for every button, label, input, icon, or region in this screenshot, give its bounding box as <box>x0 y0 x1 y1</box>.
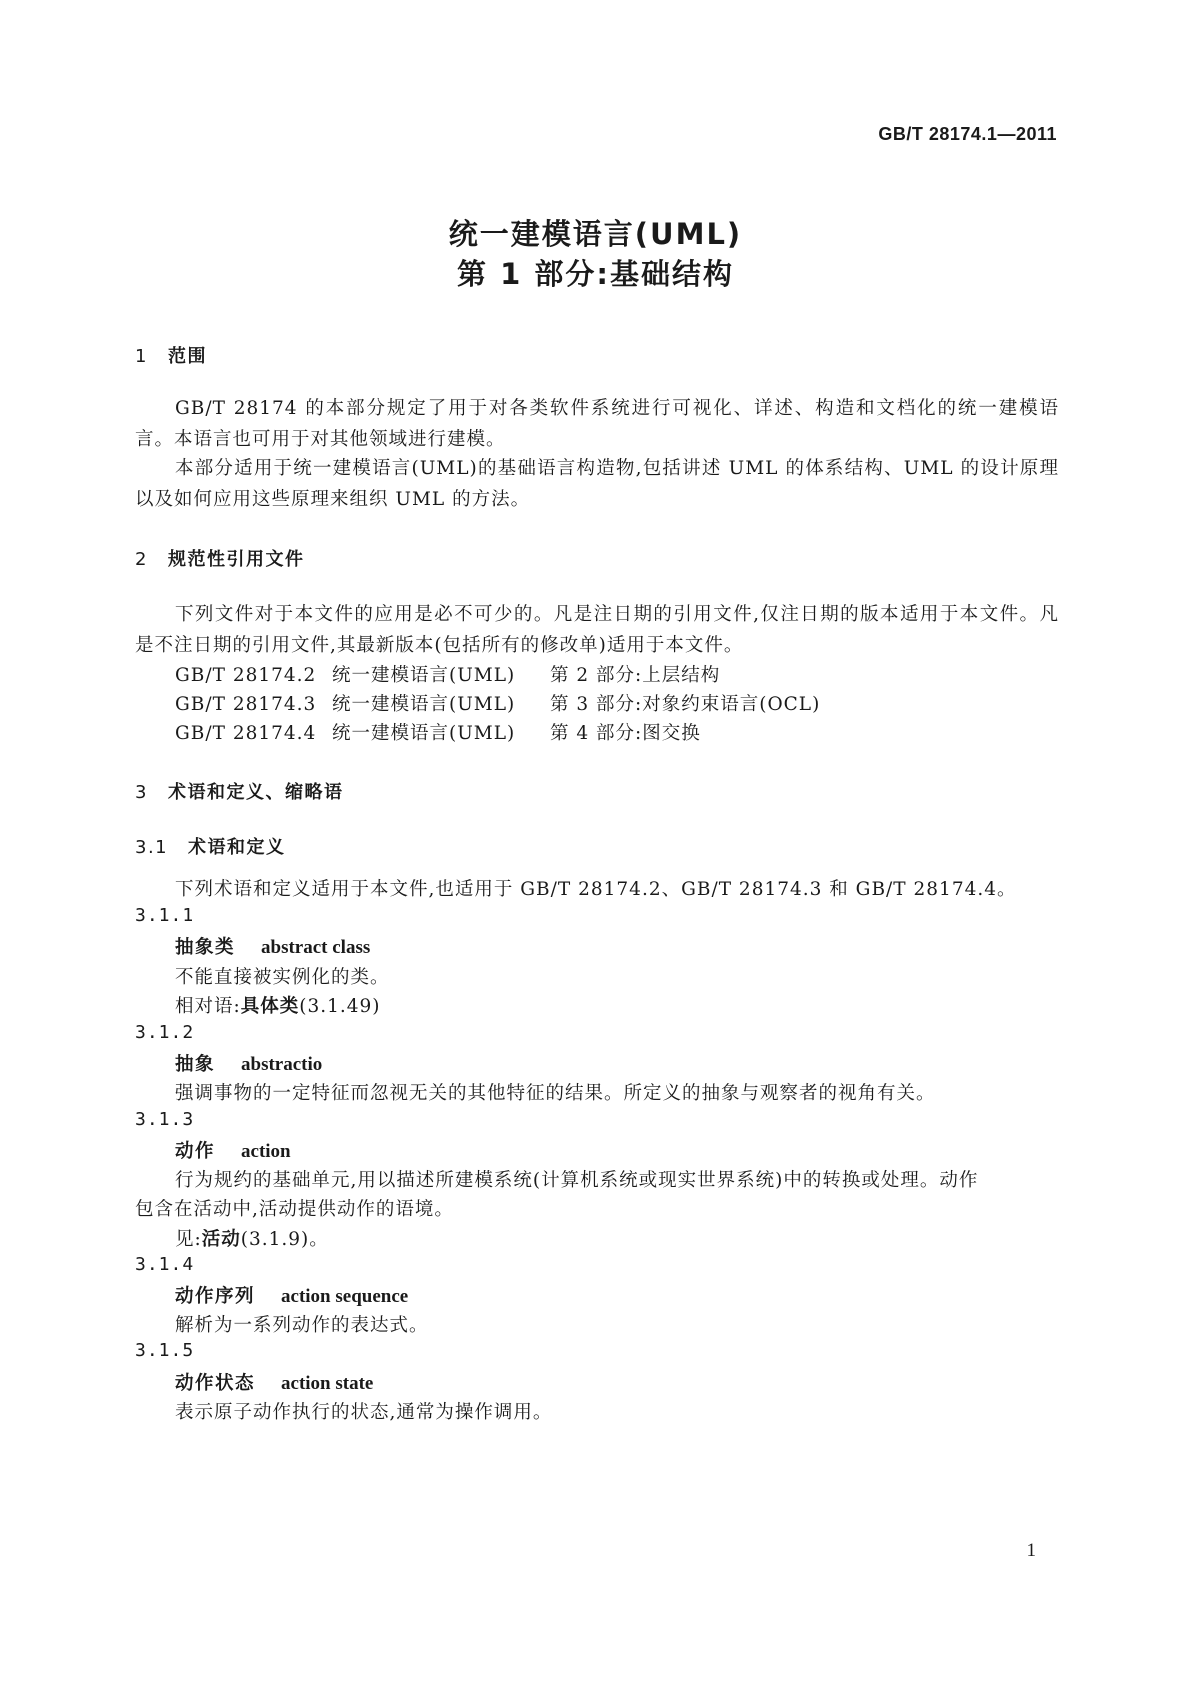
reference-code: GB/T 28174.3 <box>175 694 317 715</box>
page-number: 1 <box>1026 1540 1036 1561</box>
reference-title: 统一建模语言(UML) <box>332 694 516 715</box>
section-3-heading <box>135 778 344 804</box>
term-number: 3.1.5 <box>135 1340 195 1361</box>
term-definition: 解析为一系列动作的表达式。 <box>175 1315 429 1336</box>
term-en: abstract class <box>261 937 371 958</box>
section-number: 3 <box>135 782 148 803</box>
paragraph: 下列文件对于本文件的应用是必不可少的。凡是注日期的引用文件,仅注日期的版本适用于本文件。凡是不注日期的引用文件,其最新版本(包括所有的修改单)适用于本文件。 <box>135 604 1059 656</box>
reference-item <box>175 661 720 687</box>
note-ref: (3.1.9)。 <box>240 1229 329 1250</box>
section-title: 范围 <box>168 346 207 367</box>
section-number: 1 <box>135 346 148 367</box>
term-zh: 动作状态 <box>175 1373 256 1394</box>
term-entry <box>175 1282 408 1308</box>
term-en: action state <box>281 1373 374 1394</box>
standard-number: GB/T 28174.1—2011 <box>878 124 1057 144</box>
term-number: 3.1.1 <box>135 905 195 926</box>
term-entry <box>175 1050 322 1076</box>
term-en: action <box>241 1141 291 1162</box>
term-definition: 表示原子动作执行的状态,通常为操作调用。 <box>175 1402 553 1423</box>
term-definition: 强调事物的一定特征而忽视无关的其他特征的结果。所定义的抽象与观察者的视角有关。 <box>175 1083 936 1104</box>
document-title: 统一建模语言(UML) <box>448 217 743 251</box>
paragraph: GB/T 28174 的本部分规定了用于对各类软件系统进行可视化、详述、构造和文档化的统一建模语言。本语言也可用于对其他领域进行建模。 <box>135 398 1059 450</box>
term-en: action sequence <box>281 1286 409 1307</box>
term-entry <box>175 933 370 959</box>
term-definition: 行为规约的基础单元,用以描述所建模系统(计算机系统或现实世界系统)中的转换或处理。动作 <box>175 1170 979 1191</box>
section-title: 术语和定义、缩略语 <box>168 782 344 803</box>
term-entry <box>175 1137 291 1163</box>
term-number: 3.1.3 <box>135 1109 195 1130</box>
term-definition-continued: 包含在活动中,活动提供动作的语境。 <box>135 1199 454 1220</box>
reference-code: GB/T 28174.2 <box>175 665 317 686</box>
subsection-title: 术语和定义 <box>188 837 286 858</box>
terms-intro: 下列术语和定义适用于本文件,也适用于 GB/T 28174.2、GB/T 28174.3 和 GB/T 28174.4。 <box>175 879 1017 900</box>
term-note <box>175 1225 329 1251</box>
paragraph: 本部分适用于统一建模语言(UML)的基础语言构造物,包括讲述 UML 的体系结构、UML 的设计原理以及如何应用这些原理来组织 UML 的方法。 <box>135 458 1059 510</box>
term-number: 3.1.2 <box>135 1022 195 1043</box>
subsection-3-1-heading <box>135 833 286 859</box>
term-number: 3.1.4 <box>135 1254 195 1275</box>
subsection-number: 3.1 <box>135 837 169 858</box>
note-term: 活动 <box>201 1229 241 1250</box>
reference-part: 第 4 部分:图交换 <box>550 723 701 744</box>
reference-part: 第 2 部分:上层结构 <box>550 665 721 686</box>
note-prefix: 相对语: <box>175 996 241 1017</box>
term-zh: 动作序列 <box>175 1286 256 1307</box>
section-number: 2 <box>135 549 148 570</box>
reference-code: GB/T 28174.4 <box>175 723 317 744</box>
note-ref: (3.1.49) <box>299 996 381 1017</box>
term-note <box>175 992 381 1018</box>
term-entry <box>175 1369 373 1395</box>
note-term: 具体类 <box>240 996 300 1017</box>
term-zh: 动作 <box>175 1141 216 1162</box>
section-2-heading <box>135 545 305 571</box>
term-definition: 不能直接被实例化的类。 <box>175 967 390 988</box>
document-subtitle: 第 1 部分:基础结构 <box>457 257 734 291</box>
section-title: 规范性引用文件 <box>168 549 305 570</box>
reference-title: 统一建模语言(UML) <box>332 723 516 744</box>
term-zh: 抽象 <box>175 1054 216 1075</box>
note-prefix: 见: <box>175 1229 202 1250</box>
reference-part: 第 3 部分:对象约束语言(OCL) <box>550 694 821 715</box>
term-zh: 抽象类 <box>175 937 236 958</box>
term-en: abstractio <box>241 1054 323 1075</box>
section-1-heading <box>135 342 207 368</box>
reference-item <box>175 719 701 745</box>
reference-title: 统一建模语言(UML) <box>332 665 516 686</box>
reference-item <box>175 690 820 716</box>
